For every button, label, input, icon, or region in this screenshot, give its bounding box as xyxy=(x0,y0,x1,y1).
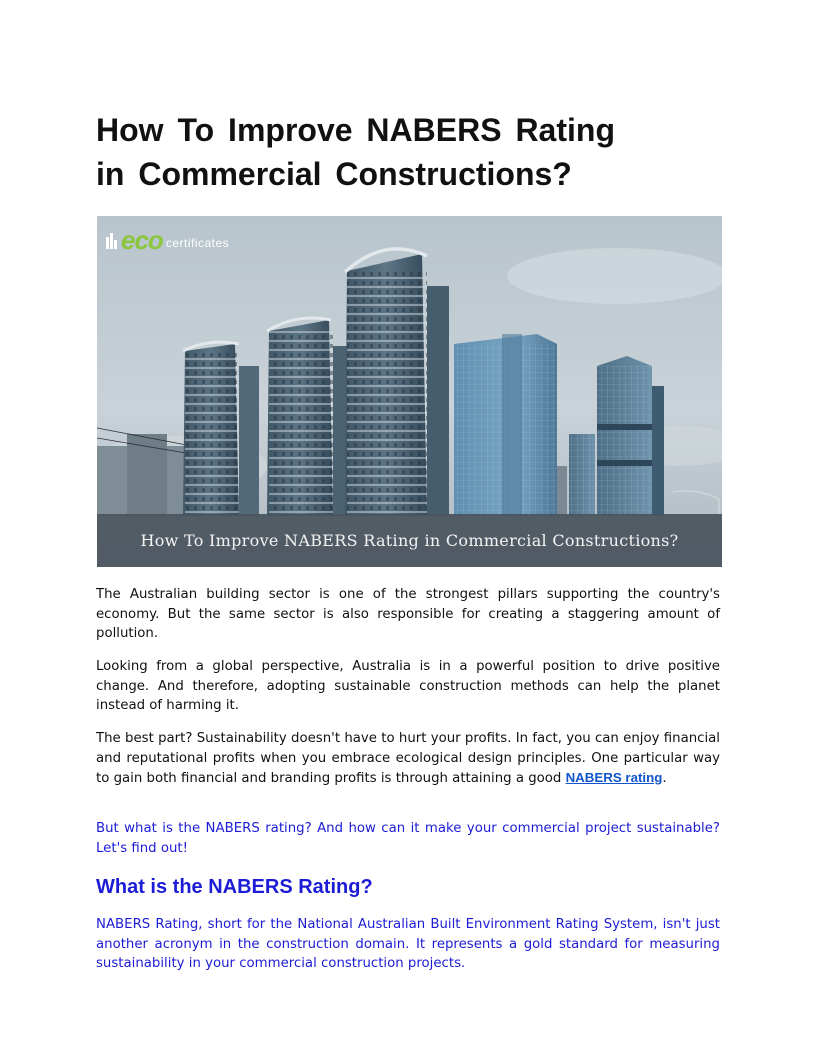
paragraph-best-part-end: . xyxy=(662,771,667,786)
paragraph-question: But what is the NABERS rating? And how can it make your commercial project sustainable? Let's find out! xyxy=(96,821,720,856)
logo-bars-icon xyxy=(106,231,118,249)
hero-banner xyxy=(97,514,722,567)
paragraph-nabers-definition: NABERS Rating, short for the National Australian Built Environment Rating System, isn't just another acronym in the construction domain. It represents a gold standard for measuring sustainability in your commercial construction projects. xyxy=(96,917,720,971)
eco-certificates-logo xyxy=(106,225,230,255)
paragraph-global-perspective: Looking from a global perspective, Australia is in a powerful position to drive positive change. And therefore, adopting sustainable construction methods can help the planet instead of harming it. xyxy=(96,659,720,713)
hero-banner-text: How To Improve NABERS Rating in Commercial Constructions? xyxy=(140,531,679,550)
logo-certificates-text: certificates xyxy=(165,235,230,250)
hero-image xyxy=(97,216,722,567)
page-title-line-2: in Commercial Constructions? xyxy=(96,156,572,192)
paragraph-intro: The Australian building sector is one of the strongest pillars supporting the country's economy. But the same sector is also responsible for creating a staggering amount of pollution. xyxy=(96,587,720,641)
nabers-rating-link[interactable]: NABERS rating xyxy=(565,770,663,785)
section-heading-what-is-nabers: What is the NABERS Rating? xyxy=(96,876,373,898)
paragraph-best-part xyxy=(96,729,720,789)
page-title-line-1: How To Improve NABERS Rating xyxy=(96,112,615,148)
page-title xyxy=(96,108,736,196)
paragraph-best-part-text: The best part? Sustainability doesn't have to hurt your profits. In fact, you can enjoy financial and reputational profits when you embrace ecological design principles. One particular way to gain both financial and branding profits is through attaining a good xyxy=(96,731,720,786)
logo-eco-text: eco xyxy=(121,225,163,255)
